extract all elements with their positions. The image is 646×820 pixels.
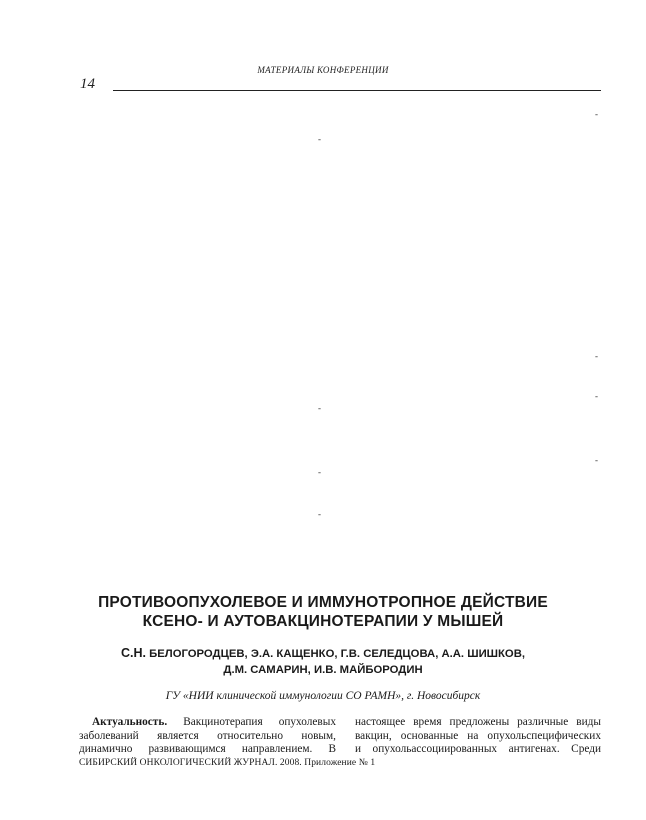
- running-header: МАТЕРИАЛЫ КОНФЕРЕНЦИИ: [257, 65, 389, 75]
- body-line: [79, 716, 336, 730]
- body-line: вакцин, основанные на опухольспецифических: [355, 729, 601, 742]
- stray-hyphen-mark: -: [318, 509, 321, 519]
- body-line: настоящее время предложены различные виды: [355, 716, 601, 728]
- stray-hyphen-mark: -: [595, 109, 598, 119]
- section-lead: Актуальность.: [92, 716, 168, 728]
- article-title-line-1: ПРОТИВООПУХОЛЕВОЕ И ИММУНОТРОПНОЕ ДЕЙСТВИЕ: [98, 594, 548, 611]
- body-line: и опухольассоциированных антигенах. Среди: [355, 743, 601, 755]
- first-author-initials: С.Н.: [120, 646, 146, 660]
- authors-line-1: [0, 646, 646, 660]
- header-rule: [113, 90, 601, 91]
- body-line: заболеваний является относительно новым,: [79, 729, 336, 742]
- article-title-line-2: КСЕНО- И АУТОВАКЦИНОТЕРАПИИ У МЫШЕЙ: [142, 613, 504, 630]
- journal-footer: СИБИРСКИЙ ОНКОЛОГИЧЕСКИЙ ЖУРНАЛ. 2008. Приложение № 1: [79, 758, 376, 768]
- stray-hyphen-mark: -: [318, 467, 321, 477]
- body-column-right: [355, 716, 601, 757]
- stray-hyphen-mark: -: [318, 134, 321, 144]
- body-column-left: [79, 716, 336, 757]
- stray-hyphen-mark: -: [318, 403, 321, 413]
- authors-line-2: Д.М. САМАРИН, И.В. МАЙБОРОДИН: [223, 664, 423, 676]
- affiliation: ГУ «НИИ клинической иммунологии СО РАМН», г. Новосибирск: [165, 690, 481, 702]
- body-text: Вакцинотерапия опухолевых: [167, 716, 336, 728]
- stray-hyphen-mark: -: [595, 391, 598, 401]
- stray-hyphen-mark: -: [595, 351, 598, 361]
- stray-hyphen-mark: -: [595, 455, 598, 465]
- body-line: динамично развивающимся направлением. В: [79, 743, 336, 755]
- page-number: 14: [80, 76, 95, 92]
- authors-list-1: БЕЛОГОРОДЦЕВ, Э.А. КАЩЕНКО, Г.В. СЕЛЕДЦОВА, А.А. ШИШКОВ,: [149, 648, 526, 660]
